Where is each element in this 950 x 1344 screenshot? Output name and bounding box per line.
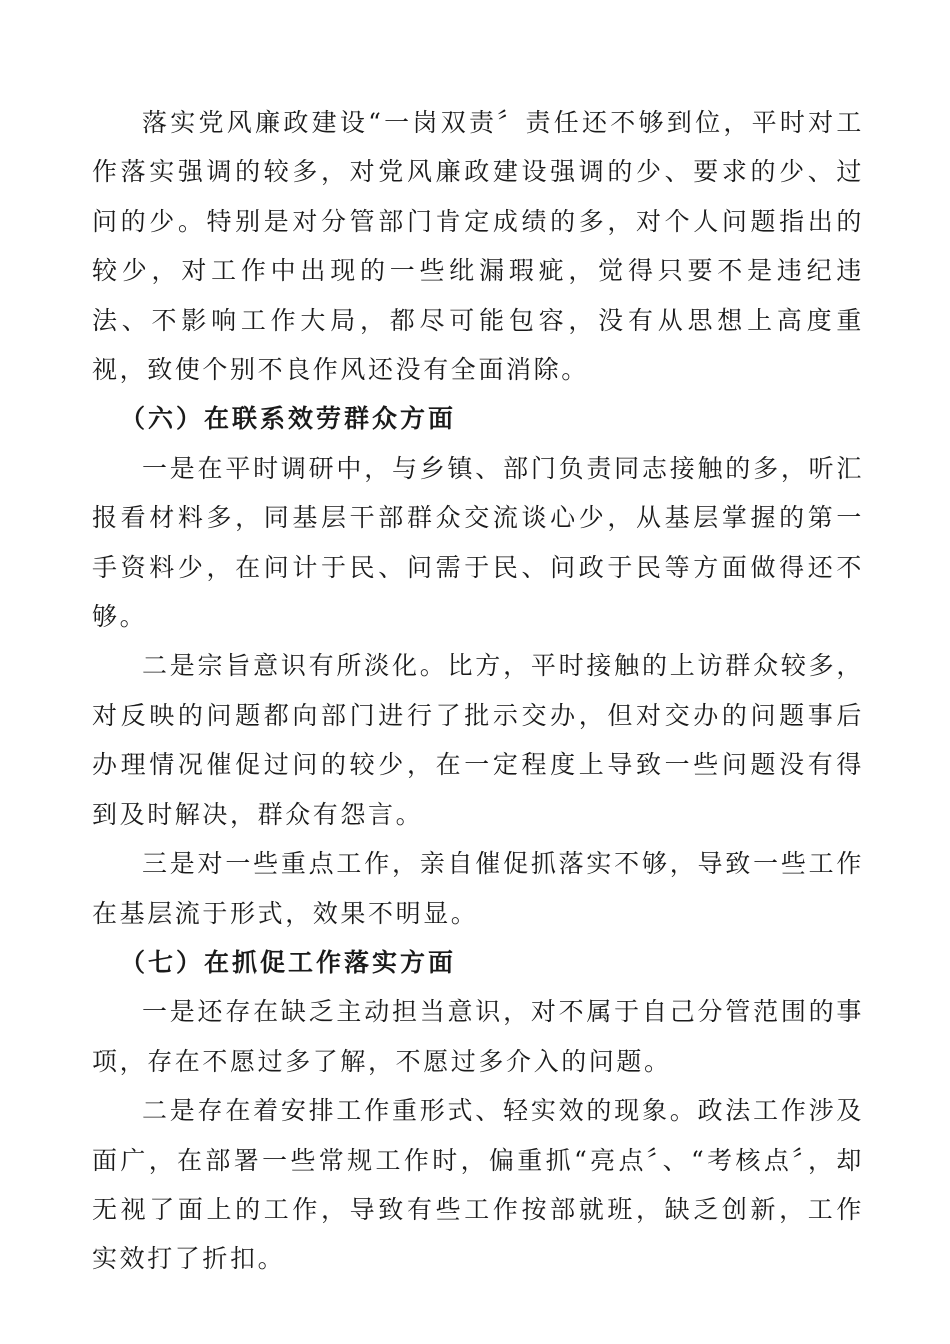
section-heading-7: （七）在抓促工作落实方面 xyxy=(120,947,457,977)
paragraph-research: 一是在平时调研中，与乡镇、部门负责同志接触的多，听汇报看材料多，同基层干部群众交流谈心少，从基层掌握的第一手资料少，在问计于民、问需于民、问政于民等方面做得还不够。 xyxy=(92,453,864,632)
paragraph-formalism: 二是存在着安排工作重形式、轻实效的现象。政法工作涉及面广，在部署一些常规工作时，偏重抓“亮点〞、“考核点〞，却无视了面上的工作，导致有些工作按部就班，缺乏创新，工作实效打了折扣。 xyxy=(92,1096,864,1274)
paragraph-key-work: 三是对一些重点工作，亲自催促抓落实不够，导致一些工作在基层流于形式，效果不明显。 xyxy=(92,849,864,928)
paragraph-purpose-awareness: 二是宗旨意识有所淡化。比方，平时接触的上访群众较多，对反映的问题都向部门进行了批示交办，但对交办的问题事后办理情况催促过问的较少，在一定程度上导致一些问题没有得到及时解决，群众有怨言。 xyxy=(92,651,864,829)
paragraph-party-discipline: 落实党风廉政建设“一岗双责〞责任还不够到位，平时对工作落实强调的较多，对党风廉政建设强调的少、要求的少、过问的少。特别是对分管部门肯定成绩的多，对个人问题指出的较少，对工作中出现的一些纰漏瑕疵，觉得只要不是违纪违法、不影响工作大局，都尽可能包容，没有从思想上高度重视，致使个别不良作风还没有全面消除。 xyxy=(92,108,864,385)
document-page xyxy=(92,98,864,1284)
section-heading-6: （六）在联系效劳群众方面 xyxy=(120,404,457,434)
paragraph-responsibility: 一是还存在缺乏主动担当意识，对不属于自己分管范围的事项，存在不愿过多了解，不愿过多介入的问题。 xyxy=(92,997,864,1076)
